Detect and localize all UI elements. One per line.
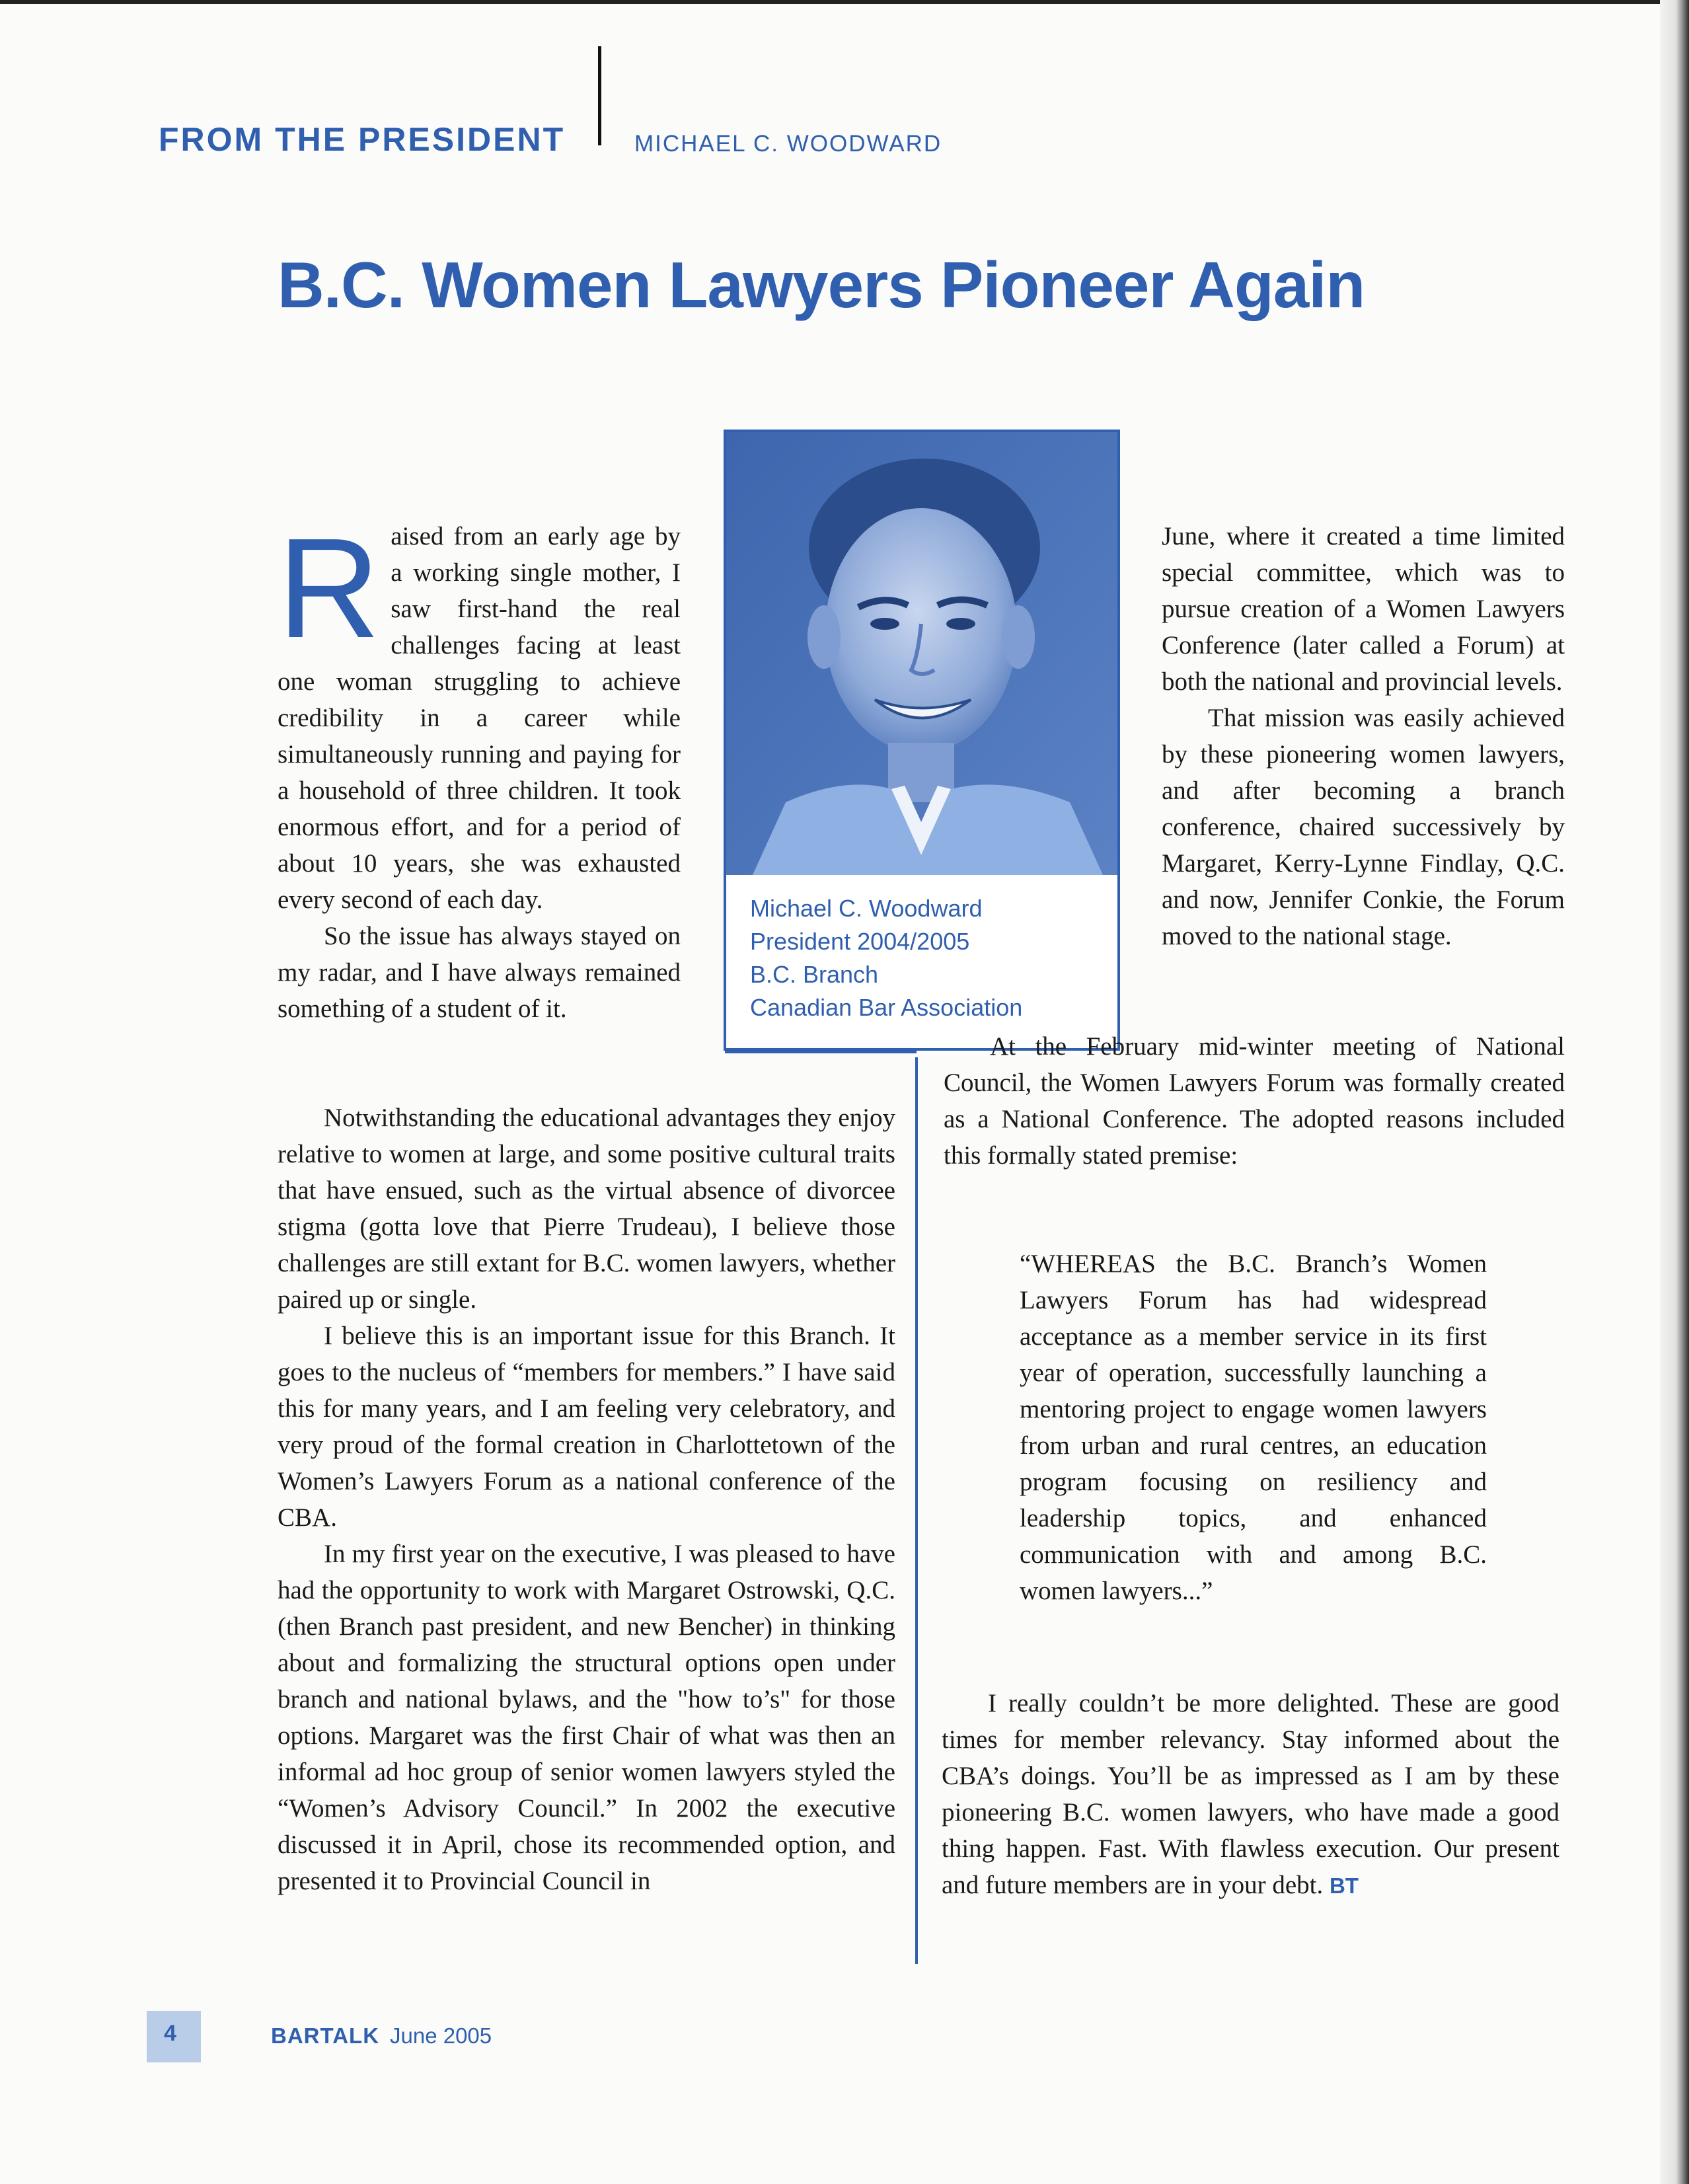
portrait-illustration: [726, 432, 1117, 875]
article-paragraph: In my first year on the executive, I was pleased to have had the opportunity to work with Margaret Ostrowski, Q.C. (then Branch past president, and new Bencher) in thinking about and formalizing the structural options open under branch and national bylaws, and the "how to’s" for those options. Margaret was the first Chair of what was then an informal ad hoc group of senior women lawyers styled the “Women’s Advisory Council.” In 2002 the executive discussed it in April, chose its recommended option, and presented it to Provincial Council in: [278, 1540, 895, 1895]
paragraph-text: aised from an early age by a working single mother, I saw first-hand the real challenges facing at least one woman struggling to achieve credibility in a career while simultaneously running and paying for a household of three children. It took enormous effort, and for a period of about 10 years, she was exhausted every second of each day.: [278, 522, 681, 914]
page-binding-edge: [1660, 0, 1689, 2184]
article-paragraph: June, where it created a time limited special committee, which was to pursue creation of a Women Lawyers Conference (later called a Forum) at both the national and provincial levels.: [1162, 522, 1565, 696]
portrait-photo: [726, 432, 1117, 875]
caption-line: B.C. Branch: [750, 961, 879, 988]
article-paragraph: So the issue has always stayed on my radar, and I have always remained something of a student of it.: [278, 922, 681, 1023]
article-paragraph: That mission was easily achieved by these pioneering women lawyers, and after becoming a branch conference, chaired successively by Margaret, Kerry-Lynne Findlay, Q.C. and now, Jennifer Conkie, the Forum moved to the national stage.: [1162, 704, 1565, 950]
paragraph-text: I really couldn’t be more delighted. These are good times for member relevancy. Stay informed about the CBA’s doings. You’ll be as impressed as I am by these pioneering B.C. women lawyers, who have made a good thing happen. Fast. With flawless execution. Our present and future members are in your debt.: [942, 1689, 1559, 1899]
block-quote: [1020, 1246, 1487, 1609]
top-edge-rule: [0, 0, 1689, 4]
quote-text: “WHEREAS the B.C. Branch’s Women Lawyers Forum has had widespread acceptance as a member service in its first year of operation, successfully launching a mentoring project to engage women lawyers from urban and rural centres, an education program focusing on resiliency and leadership topics, and enhanced communication with and among B.C. women lawyers...”: [1020, 1250, 1487, 1605]
article-paragraph: [278, 508, 681, 918]
article-column-right-bottom: [944, 1028, 1565, 1174]
photo-caption: [750, 892, 1022, 1024]
caption-line: Canadian Bar Association: [750, 994, 1023, 1021]
header-divider: [598, 46, 601, 145]
issue-date: June 2005: [390, 2023, 492, 2048]
article-column-left-top: [278, 508, 681, 1027]
article-paragraph: I believe this is an important issue for this Branch. It goes to the nucleus of “members for members.” I have said this for many years, and I am feeling very celebratory, and very proud of the formal creation in Charlottetown of the Women’s Lawyers Forum as a national conference of the CBA.: [278, 1322, 895, 1532]
article-column-right-top: [1162, 518, 1565, 954]
article-paragraph: At the February mid-winter meeting of National Council, the Women Lawyers Forum was formally created as a National Conference. The adopted reasons included this formally stated premise:: [944, 1032, 1565, 1170]
author-label: MICHAEL C. WOODWARD: [634, 131, 942, 157]
article-column-right-end: [942, 1685, 1559, 1904]
section-label: FROM THE PRESIDENT: [159, 121, 566, 158]
photo-bottom-rule: [725, 1051, 917, 1053]
page-number: 4: [164, 2021, 176, 2046]
end-mark: BT: [1329, 1873, 1359, 1898]
column-divider: [915, 1057, 918, 1964]
caption-line: Michael C. Woodward: [750, 895, 983, 922]
caption-line: President 2004/2005: [750, 928, 970, 955]
article-paragraph: Notwithstanding the educational advantages they enjoy relative to women at large, and some positive cultural traits that have ensued, such as the virtual absence of divorcee stigma (gotta love that Pierre Trudeau), I believe those challenges are still extant for B.C. women lawyers, whether paired up or single.: [278, 1104, 895, 1314]
drop-cap: R: [278, 508, 381, 667]
headline: B.C. Women Lawyers Pioneer Again: [278, 248, 1365, 321]
article-paragraph: [942, 1685, 1559, 1904]
publication-name: BARTALK: [271, 2023, 380, 2048]
article-column-left-bottom: [278, 1100, 895, 1899]
